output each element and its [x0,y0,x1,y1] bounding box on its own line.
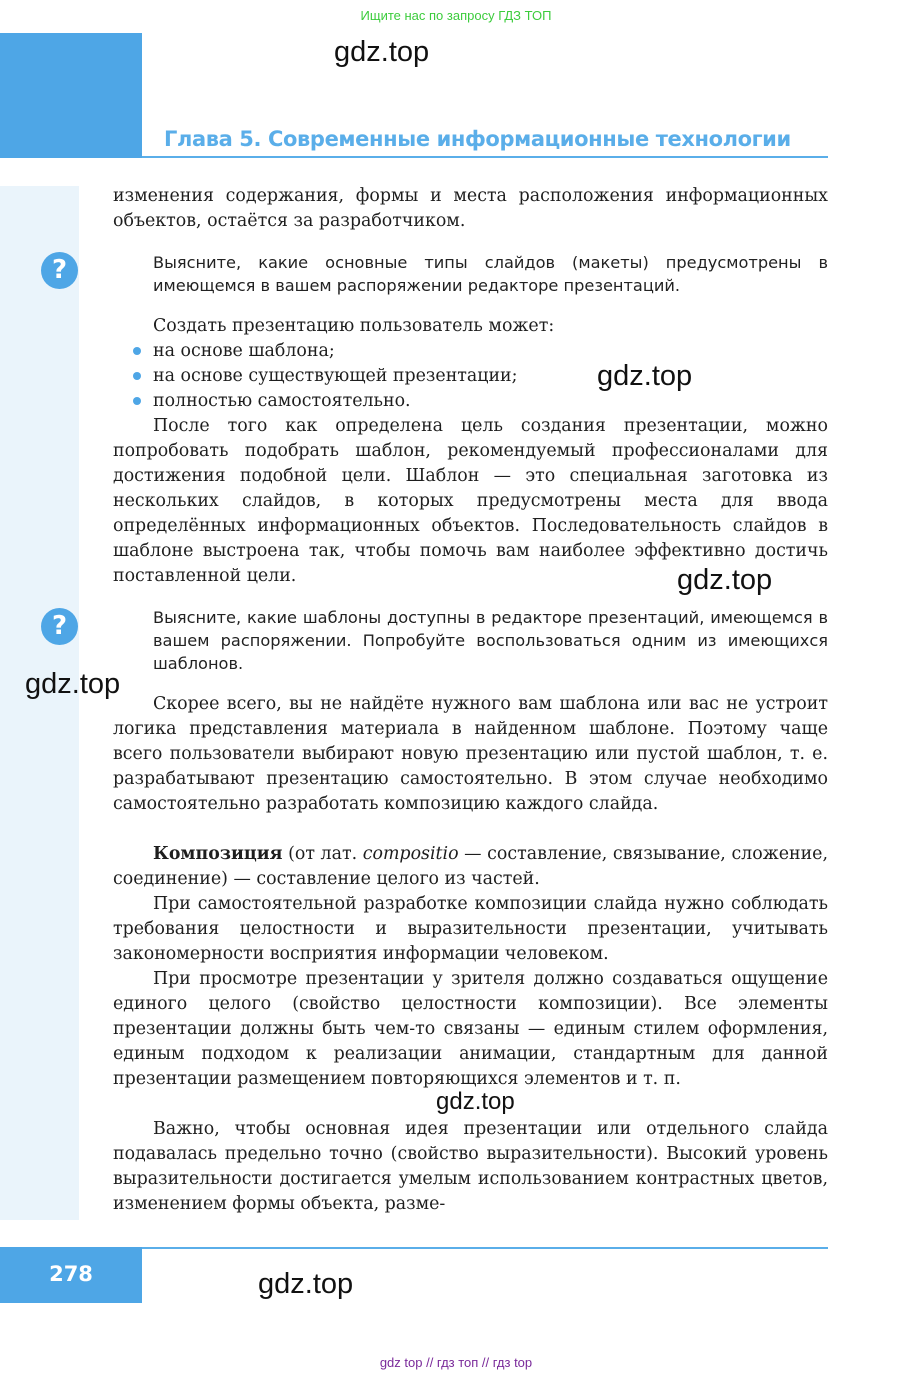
paragraph-4-definition [113,842,828,892]
bottom-links[interactable]: gdz top // гдз топ // гдз top [379,1355,533,1370]
list-item: полностью самостоятельно. [153,391,411,411]
question-mark-icon: ? [41,252,78,289]
definition-part-1: (от лат. [282,844,363,864]
definition-part-2: — составление, связывание, сложение, соединение) — составление целого из частей. [113,844,828,889]
paragraph-5: При самостоятельной разработке композиции слайда нужно соблюдать требования целостности и выразительности презентации, учитывать закономерности восприятия информации человеком. [113,894,828,964]
list-intro: Создать презентацию пользователь может: [153,316,555,336]
watermark: gdz.top [677,564,773,596]
chapter-title: Глава 5. Современные информационные технологии [164,127,791,151]
term-composition: Композиция [153,844,283,864]
paragraph-2: После того как определена цель создания презентации, можно попробовать подобрать шаблон, рекомендуемый профессионалами для достижения подобной цели. Шаблон — это специальная заготовка из нескольких слайдов, в которых предусмотрены места для ввода определённых информационных объектов. Последовательность слайдов в шаблоне выстроена так, чтобы помочь вам наиболее эффективно достичь поставленной цели. [113,416,828,586]
footer-divider [142,1247,828,1249]
bullet-icon [133,347,141,355]
watermark: gdz.top [258,1268,354,1300]
list-item: на основе шаблона; [153,341,335,361]
watermark: gdz.top [436,1088,515,1115]
list-item: на основе существующей презентации; [153,366,518,386]
watermark: gdz.top [25,668,121,700]
page-number: 278 [0,1247,142,1303]
top-banner[interactable]: Ищите нас по запросу ГДЗ ТОП [360,8,552,23]
watermark: gdz.top [334,36,430,68]
paragraph-7: Важно, чтобы основная идея презентации или отдельного слайда подавалась предельно точно (свойство выразительности). Высокий уровень выразительности достигается умелым использованием контрастных цветов, изменением формы объекта, разме- [113,1119,828,1214]
chapter-divider [142,156,828,158]
paragraph-3: Скорее всего, вы не найдёте нужного вам шаблона или вас не устроит логика представления материала в найденном шаблоне. Поэтому чаще всего пользователи выбирают новую презентацию или пустой шаблон, т. е. разрабатывают презентацию самостоятельно. В этом случае необходимо самостоятельно разработать композицию каждого слайда. [113,694,828,814]
paragraph-1: изменения содержания, формы и места расположения информационных объектов, остаётся за разработчиком. [113,186,828,231]
bullet-icon [133,397,141,405]
chapter-side-block [0,33,142,158]
paragraph-6: При просмотре презентации у зрителя должно создаваться ощущение единого целого (свойство целостности композиции). Все элементы презентации должны быть чем-то связаны — единым стилем оформления, единым подходом к реализации анимации, стандартным для данной презентации размещением повторяющихся элементов и т. п. [113,969,828,1089]
bullet-icon [133,372,141,380]
question-mark-icon: ? [41,608,78,645]
latin-term: compositio [362,844,459,864]
question-2: Выясните, какие шаблоны доступны в редакторе презентаций, имеющемся в вашем распоряжении. Попробуйте воспользоваться одним из имеющихся шаблонов. [153,608,828,673]
question-1: Выясните, какие основные типы слайдов (макеты) предусмотрены в имеющемся в вашем распоряжении редакторе презентаций. [153,253,828,295]
watermark: gdz.top [597,360,693,392]
left-margin-strip [0,186,79,1220]
